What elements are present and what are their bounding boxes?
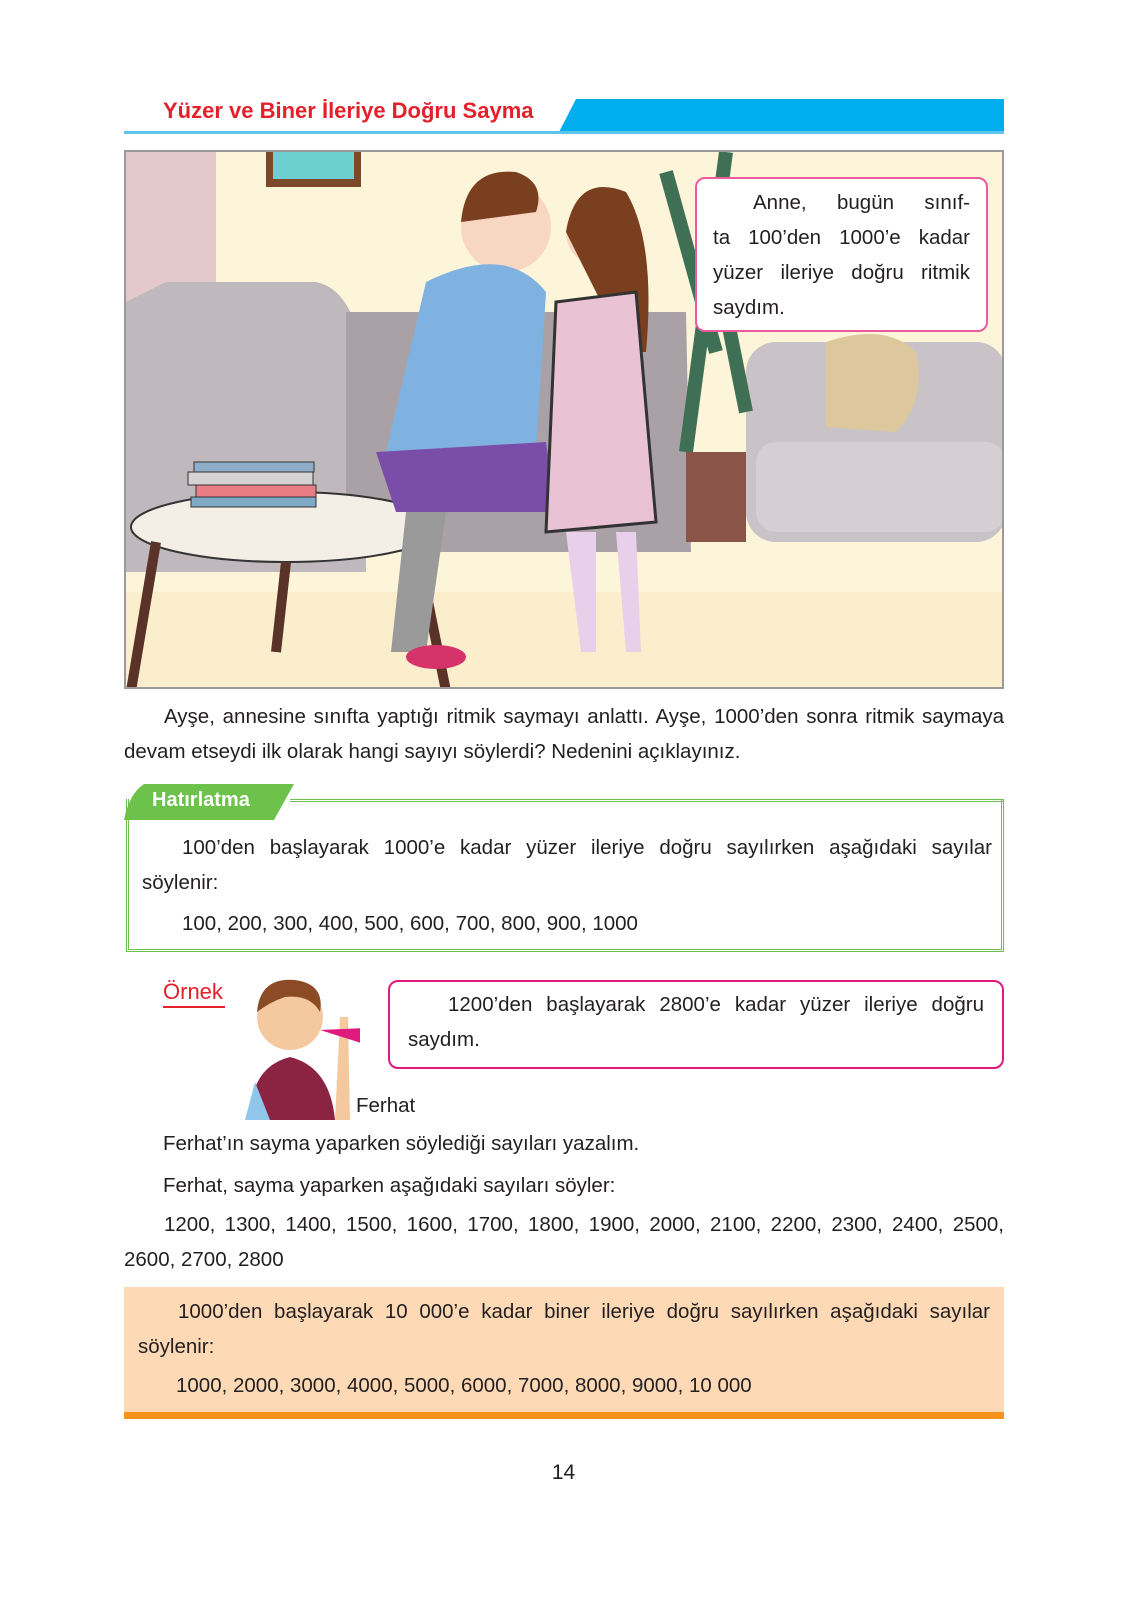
title-banner xyxy=(558,99,1004,134)
example-line-1: Ferhat’ın sayma yaparken söylediği sayıları yazalım. xyxy=(163,1132,640,1155)
title-underline xyxy=(124,131,1004,134)
example-numbers: 1200, 1300, 1400, 1500, 1600, 1700, 1800, 1900, 2000, 2100, 2200, 2300, 2400, 2500, 2600, 2700, 2800 xyxy=(124,1213,1004,1271)
speech-line: saydım. xyxy=(713,296,785,319)
speaker-name: Ferhat xyxy=(356,1094,416,1117)
info-text: 1000’den başlayarak 10 000’e kadar biner ileriye doğru sayılırken aşağıdaki sayılar söylenir: xyxy=(138,1300,990,1358)
example-line-2: Ferhat, sayma yaparken aşağıdaki sayıları söyler: xyxy=(163,1174,616,1197)
info-bottom-bar xyxy=(124,1412,1004,1419)
reminder-content xyxy=(142,830,992,941)
reminder-numbers: 100, 200, 300, 400, 500, 600, 700, 800, 900, 1000 xyxy=(182,912,638,935)
section-title: Yüzer ve Biner İleriye Doğru Sayma xyxy=(163,98,534,123)
example-label: Örnek xyxy=(163,979,223,1004)
example-underline xyxy=(163,1006,225,1008)
info-numbers: 1000, 2000, 3000, 4000, 5000, 6000, 7000, 8000, 9000, 10 000 xyxy=(176,1374,752,1397)
speech-line: Anne, bugün sınıf- xyxy=(753,191,970,214)
reminder-text: 100’den başlayarak 1000’e kadar yüzer ileriye doğru sayılırken aşağıdaki sayılar söylenir: xyxy=(142,836,992,894)
speech-line: yüzer ileriye doğru ritmik xyxy=(713,261,970,284)
speech-bubble-ferhat xyxy=(388,980,1004,1069)
info-box xyxy=(124,1287,1004,1412)
question-paragraph: Ayşe, annesine sınıfta yaptığı ritmik saymayı anlattı. Ayşe, 1000’den sonra ritmik saymaya devam etseydi ilk olarak hangi sayıyı söylerdi? Nedenini açıklayınız. xyxy=(124,705,1004,763)
speech-line: ta 100’den 1000’e kadar xyxy=(713,226,970,249)
boy-ferhat-illustration xyxy=(240,972,360,1120)
speech-bubble-ayse xyxy=(695,177,988,332)
page-number: 14 xyxy=(551,1461,576,1484)
example-speech: 1200’den başlayarak 2800’e kadar yüzer ileriye doğru saydım. xyxy=(408,993,984,1051)
reminder-label: Hatırlatma xyxy=(152,789,250,811)
